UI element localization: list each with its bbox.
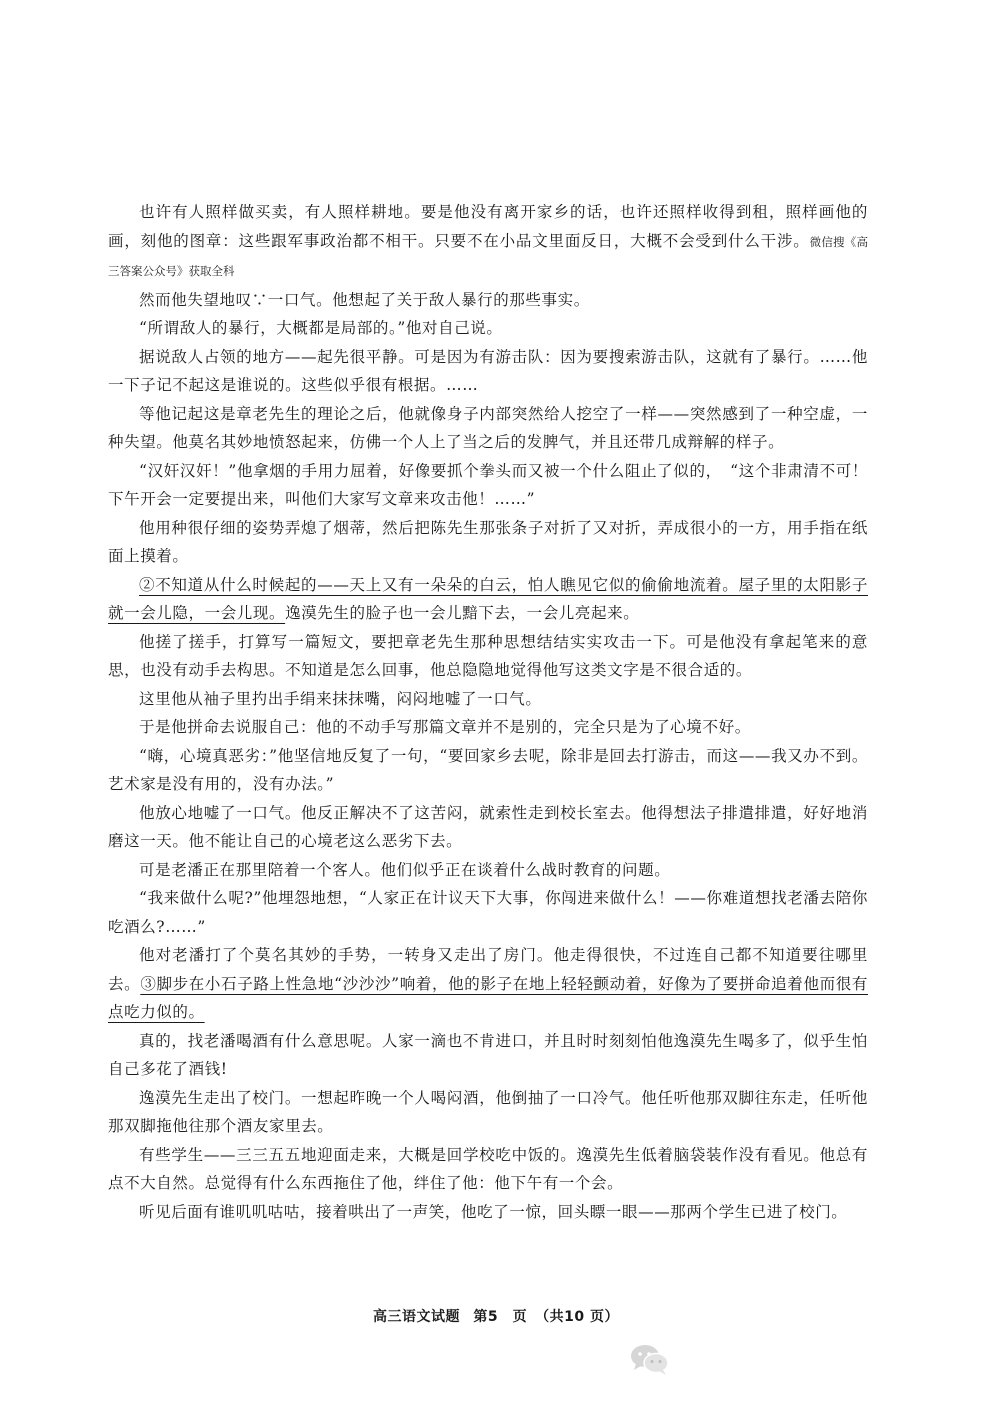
paragraph: 然而他失望地叹∵一口气。他想起了关于敌人暴行的那些事实。 bbox=[139, 290, 590, 309]
wechat-icon bbox=[628, 1342, 672, 1376]
page-number: 第5 页 bbox=[473, 1309, 528, 1325]
paragraph: 听见后面有谁叽叽咕咕，接着哄出了一声笑，他吃了一惊，回头瞟一眼——那两个学生已进了校门。 bbox=[139, 1202, 848, 1221]
paragraph: 他搓了搓手，打算写一篇短文，要把章老先生那种思想结结实实攻击一下。可是他没有拿起笔来的意思，也没有动手去构思。不知道是怎么回事，他总隐隐地觉得他写这类文字是不很合适的。 bbox=[108, 632, 868, 679]
underlined-passage-3: ③脚步在小石子路上性急地“沙沙沙”响着，他的影子在地上轻轻颤动着，好像为了要拼命追着他而很有点吃力似的。 bbox=[108, 974, 869, 1021]
page-footer bbox=[0, 1306, 992, 1326]
paragraph: “我来做什么呢?”他埋怨地想，“人家正在计议天下大事，你闯进来做什么！——你难道想找老潘去陪你吃酒么?……” bbox=[108, 889, 868, 936]
paragraph: 真的，找老潘喝酒有什么意思呢。人家一滴也不肯进口，并且时时刻刻怕他逸漠先生喝多了，似乎生怕自己多花了酒钱! bbox=[108, 1031, 868, 1078]
paragraph: 他对老潘打了个莫名其妙的手势，一转身又走出了房门。他走得很快，不过连自己都不知道要往哪里去。③脚步在小石子路上性急地“沙沙沙”响着，他的影子在地上轻轻颤动着，好像为了要拼命追着他而很有点吃力似的。 bbox=[108, 946, 869, 1021]
paragraph: 可是老潘正在那里陪着一个客人。他们似乎正在谈着什么战时教育的问题。 bbox=[139, 860, 671, 879]
paragraph: 这里他从袖子里扚出手绢来抹抹嘴，闷闷地嘘了一口气。 bbox=[139, 689, 542, 708]
paragraph: 他放心地嘘了一口气。他反正解决不了这苦闷，就索性走到校长室去。他得想法子排遣排遣，好好地消磨这一天。他不能让自己的心境老这么恶劣下去。 bbox=[108, 803, 868, 850]
exam-title: 高三语文试题 bbox=[373, 1309, 460, 1325]
paragraph: “汉奸汉奸！”他拿烟的手用力屈着，好像要抓个拳头而又被一个什么阻止了似的， “这个非肃清不可！下午开会一定要提出来，叫他们大家写文章来攻击他！……” bbox=[108, 461, 868, 508]
paragraph: 他用种很仔细的姿势弄熄了烟蒂，然后把陈先生那张条子对折了又对折，弄成很小的一方，用手指在纸面上摸着。 bbox=[108, 518, 868, 565]
paragraph: “所谓敌人的暴行，大概都是局部的。”他对自己说。 bbox=[139, 319, 503, 337]
underlined-passage-2: ②不知道从什么时候起的——天上又有一朵朵的白云，怕人瞧见它似的偷偷地流着。屋子里的太阳影子就一会儿隐，一会儿现。 bbox=[108, 575, 868, 622]
promo-note: 微信搜《高三答案公众号》获取全科 bbox=[108, 234, 868, 278]
paragraph: 据说敌人占领的地方——起先很平静。可是因为有游击队：因为要搜索游击队，这就有了暴行。……他一下子记不起这是谁说的。这些似乎很有根据。…… bbox=[108, 347, 868, 394]
paragraph: 有些学生——三三五五地迎面走来，大概是回学校吃中饭的。逸漠先生低着脑袋装作没有看见。他总有点不大自然。总觉得有什么东西拖住了他，绊住了他：他下午有一个会。 bbox=[108, 1145, 868, 1192]
paragraph: ②不知道从什么时候起的——天上又有一朵朵的白云，怕人瞧见它似的偷偷地流着。屋子里的太阳影子就一会儿隐，一会儿现。逸漠先生的脸子也一会儿黯下去，一会儿亮起来。 bbox=[108, 575, 868, 622]
paragraph: 逸漠先生走出了校门。一想起昨晚一个人喝闷酒，他倒抽了一口冷气。他任听他那双脚往东走，任听他那双脚拖他往那个酒友家里去。 bbox=[108, 1088, 868, 1135]
page-total: （共10 页） bbox=[535, 1309, 619, 1325]
paragraph: “嗨，心境真恶劣：”他坚信地反复了一句，“要回家乡去呢，除非是回去打游击，而这——我又办不到。艺术家是没有用的，没有办法。” bbox=[108, 746, 868, 793]
paragraph: 等他记起这是章老先生的理论之后，他就像身子内部突然给人挖空了一样——突然感到了一种空虚，一种失望。他莫名其妙地愤怒起来，仿佛一个人上了当之后的发脾气，并且还带几成辩解的样子。 bbox=[108, 404, 868, 451]
article-body bbox=[108, 198, 868, 1226]
paragraph: 也许有人照样做买卖，有人照样耕地。要是他没有离开家乡的话，也许还照样收得到租，照样画他的画，刻他的图章：这些跟军事政治都不相干。只要不在小品文里面反日，大概不会受到什么干涉。微信搜《高三答案公众号》获取全科 bbox=[108, 203, 868, 278]
paragraph: 于是他拼命去说服自己：他的不动手写那篇文章并不是别的，完全只是为了心境不好。 bbox=[139, 718, 751, 736]
